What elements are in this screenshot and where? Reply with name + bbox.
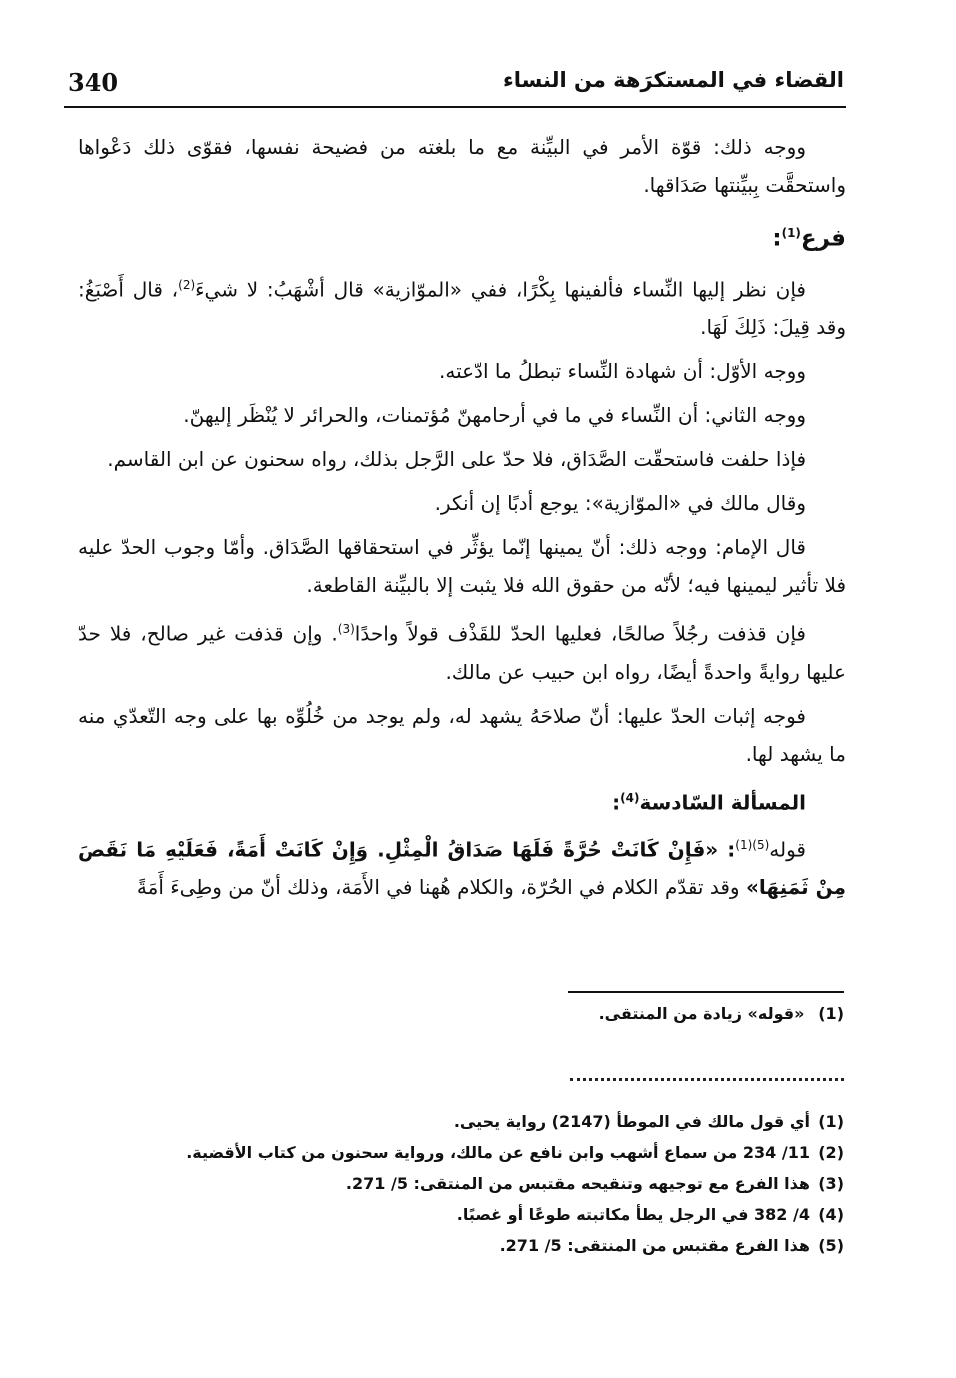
footnote-number: (1) [818, 1004, 844, 1023]
paragraph: ووجه ذلك: قوّة الأمر في البيِّنة مع ما بلغته من فضيحة نفسها، فقوّى ذلك دَعْواها واستحقَّت بِبيِّنتها صَدَاقها. [78, 135, 846, 197]
section-heading-masala: المسألة السّادسة$^{(4)}$: [612, 790, 806, 815]
footnote-addition [300, 1004, 844, 1023]
paragraph: فإن نظر إليها النِّساء فألفينها بِكْرًا، ففي «الموّازية» قال أشْهَبُ: لا شيءَ$^{(2)}$، قال أَصْبَغُ: وقد قِيلَ: ذَلِكَ لَهَا. [78, 277, 846, 340]
footnote-item: (4)4/ 382 في الرجل يطأ مكاتبته طوعًا أو غصبًا. [456, 1205, 844, 1224]
paragraph: فوجه إثبات الحدّ عليها: أنّ صلاحَهُ يشهد له، ولم يوجد من خُلُوِّه بها على وجه التّعدّي منه ما يشهد لها. [78, 703, 846, 766]
dotted-separator [570, 1078, 844, 1081]
paragraph: قال الإمام: ووجه ذلك: أنّ يمينها إنّما يؤثِّر في استحقاقها الصَّدَاق. وأمّا وجوب الحدّ عليه فلا تأثير ليمينها فيه؛ لأنّه من حقوق الله فلا يثبت إلا بالبيِّنة القاطعة. [78, 535, 846, 598]
paragraph: ووجه الثاني: أن النِّساء في ما في أرحامهنّ مُؤتمنات، والحرائر لا يُنْظَر إليهنّ. [183, 403, 806, 428]
page-header [68, 62, 844, 102]
main-text [78, 128, 846, 912]
quoted-text: : «فَإِنْ كَانَتْ حُرَّةً فَلَهَا صَدَاقُ الْمِثْلِ. وَإِنْ كَانَتْ أَمَةً، فَعَلَيْهِ مَا نَقَصَ مِنْ ثَمَنِهَا» [78, 837, 846, 900]
footnote-item: (3)هذا الفرع مع توجيهه وتنقيحه مقتبس من المنتقى: 5/ 271. [345, 1174, 844, 1193]
footnote-item: (2)11/ 234 من سماع أشهب وابن نافع عن مالك، ورواية سحنون من كتاب الأقضية. [186, 1143, 844, 1162]
running-title: القضاء في المستكرَهة من النساء [503, 68, 844, 92]
section-heading-far: فرع$^{(1)}$: [772, 225, 846, 252]
paragraph: قوله$^{(5)(1)}$: «فَإِنْ كَانَتْ حُرَّةً فَلَهَا صَدَاقُ الْمِثْلِ. وَإِنْ كَانَتْ أَمَةً، فَعَلَيْهِ مَا نَقَصَ مِنْ ثَمَنِهَا» وقد تقدّم الكلام في الحُرّة، والكلام هُهنا في الأَمَة، وذلك أنّ من وطِىءَ أَمَةً [78, 837, 846, 900]
footnote-rule [568, 991, 844, 993]
page-number: 340 [68, 68, 119, 97]
footnote-ref: (3) [337, 622, 355, 637]
footnotes-list [120, 1106, 844, 1261]
footnote-item: (1)أي قول مالك في الموطأ (2147) رواية يحيى. [453, 1112, 844, 1131]
paragraph: فإذا حلفت فاستحقّت الصَّدَاق، فلا حدّ على الرَّجل بذلك، رواه سحنون عن ابن القاسم. [107, 447, 806, 472]
header-rule [64, 106, 846, 108]
footnote-ref: (5)(1) [735, 837, 770, 852]
footnote-item: (5)هذا الفرع مقتبس من المنتقى: 5/ 271. [499, 1236, 844, 1255]
footnote-text: «قوله» زيادة من المنتقى. [598, 1004, 805, 1023]
paragraph: فإن قذفت رجُلاً صالحًا، فعليها الحدّ للقَذْف قولاً واحدًا$^{(3)}$. وإن قذفت غير صالح، فلا حدّ عليها روايةً واحدةً أيضًا، رواه ابن حبيب عن مالك. [78, 621, 846, 684]
footnote-ref: (2) [178, 277, 196, 292]
footnote-ref: (4) [620, 790, 640, 805]
paragraph: ووجه الأوّل: أن شهادة النِّساء تبطلُ ما ادّعته. [439, 359, 806, 384]
paragraph: وقال مالك في «الموّازية»: يوجع أدبًا إن أنكر. [434, 491, 806, 516]
footnote-ref: (1) [781, 226, 801, 240]
